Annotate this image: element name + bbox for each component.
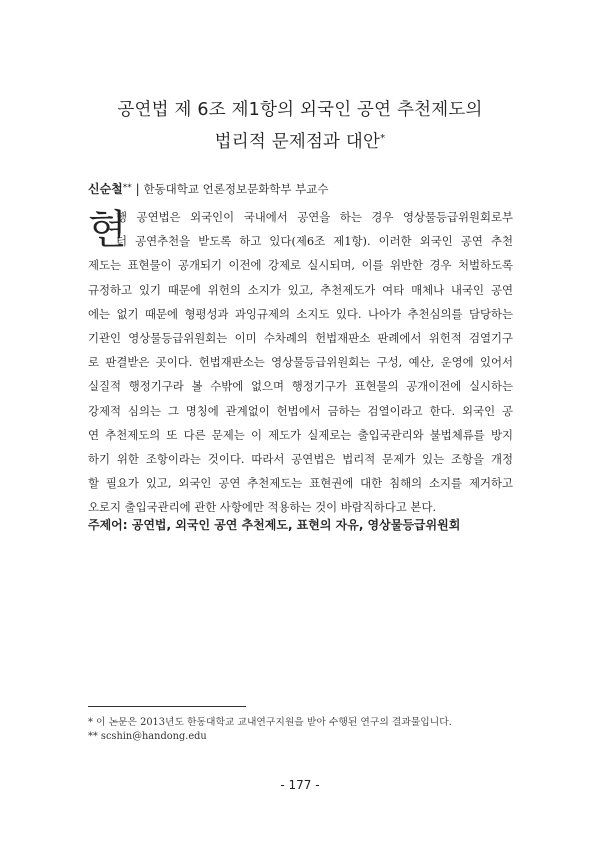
title-line-2-text: 법리적 문제점과 대안 [214,132,381,152]
page-number: - 177 - [280,778,320,792]
keywords: 주제어: 공연법, 외국인 공연 추천제도, 표현의 자유, 영상물등급위원회 [88,518,461,532]
abstract-line: 오로지 출입국관리에 관한 사항에만 적용하는 것이 바람직하다고 본다. [88,500,437,515]
abstract-line: 로 판결받은 곳이다. 헌법재판소는 영상물등급위원회는 구성, 예산, 운영에 있어서 [88,355,513,370]
author-separator: | [131,182,144,196]
abstract-line: 터 공연추천을 받도록 하고 있다(제6조 제1항). 이러한 외국인 공연 추천 [116,234,513,249]
author-line [88,180,329,197]
abstract-line: 제도는 표현물이 공개되기 이전에 강제로 실시되며, 이를 위반한 경우 처벌하도록 [88,258,513,273]
abstract-line: 행 공연법은 외국인이 국내에서 공연을 하는 경우 영상물등급위원회로부 [116,210,513,224]
title-line-1-text: 공연법 제 6조 제1항의 외국인 공연 추천제도의 [117,100,483,120]
footnote-divider [88,706,246,707]
paper-title-line-1 [0,96,600,121]
abstract-line: 할 필요가 있고, 외국인 공연 추천제도는 표현권에 대한 침해의 소지를 제거하고 [88,476,513,491]
footnote-email: ** scshin@handong.edu [88,731,207,742]
abstract-line: 실질적 행정기구라 볼 수밖에 없으며 행정기구가 표현물의 공개이전에 실시하는 [88,379,513,394]
author-affiliation: 한동대학교 언론정보문화학부 부교수 [143,182,329,196]
footnote-funding: * 이 논문은 2013년도 한동대학교 교내연구지원을 받아 수행된 연구의 결과물입니다. [88,717,452,728]
abstract-line: 강제적 심의는 그 명칭에 관계없이 헌법에서 금하는 검열이라고 한다. 외국인 공 [88,403,513,418]
abstract-dropcap: 현 [88,207,127,253]
author-name: 신순철 [88,182,123,196]
abstract [88,205,513,519]
author-footnote-mark: ** [122,183,132,193]
paper-title-line-2 [0,128,600,153]
title-footnote-mark: * [380,133,386,144]
abstract-line: 연 추천제도의 또 다른 문제는 이 제도가 실제로는 출입국관리와 불법체류를 방지 [88,427,513,442]
abstract-line: 에는 없기 때문에 형평성과 과잉규제의 소지도 있다. 나아가 추천심의를 담당하는 [88,306,513,321]
abstract-line: 규정하고 있기 때문에 위헌의 소지가 있고, 추천제도가 여타 매체나 내국인 공연 [88,282,513,297]
abstract-line: 하기 위한 조항이라는 것이다. 따라서 공연법은 법리적 문제가 있는 조항을 개정 [88,451,513,466]
abstract-line: 기관인 영상물등급위원회는 이미 수차례의 헌법재판소 판례에서 위헌적 검열기구 [88,330,513,345]
